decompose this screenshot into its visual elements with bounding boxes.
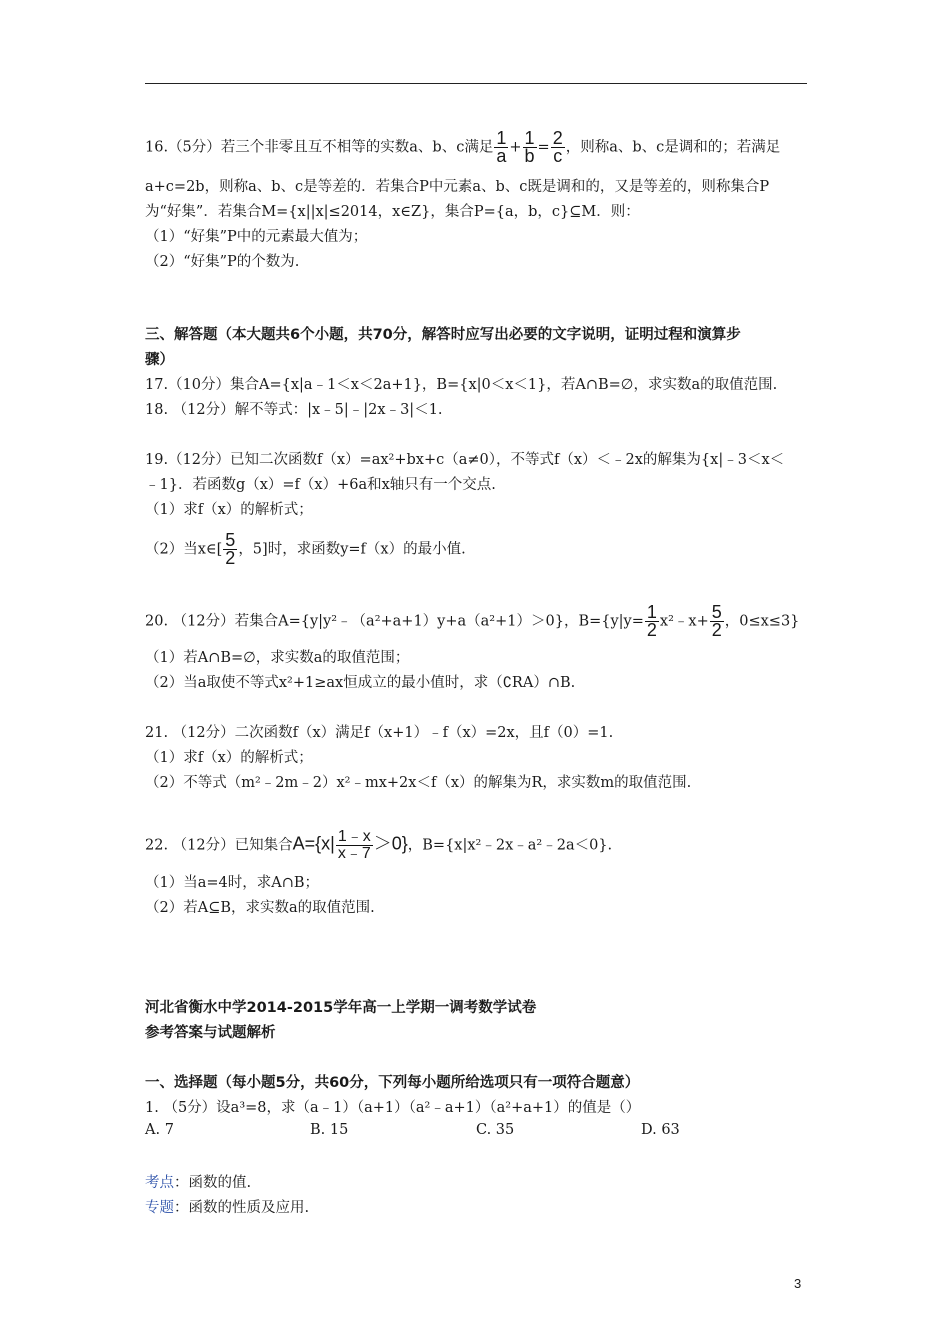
answer-q1: 1. （5分）设a³=8，求（a﹣1）（a+1）（a²﹣a+1）（a²+a+1）的值是（）: [145, 1100, 641, 1116]
q20-part1: （1）若A∩B=∅，求实数a的取值范围；: [145, 650, 410, 666]
q19-line2: ﹣1}．若函数g（x）=f（x）+6a和x轴只有一个交点.: [145, 477, 496, 493]
q19-part2: （2）当x∈[ $\frac{5}{2}$ ，5]时，求函数y=f（x）的最小值.: [145, 530, 466, 568]
q21-part1: （1）求f（x）的解析式；: [145, 750, 313, 766]
fraction-1-over-2: $\frac{1}{2}$: [646, 602, 657, 640]
q19-part1: （1）求f（x）的解析式；: [145, 502, 313, 518]
kaodian-label: 考点: [145, 1175, 174, 1191]
q22-line1: 22. （12分）已知集合A={x| $\frac{1﹣x}{x﹣7}$ ＞0}，B={x|x²﹣2x﹣a²﹣2a＜0}.: [145, 828, 613, 862]
q17: 17.（10分）集合A={x|a﹣1＜x＜2a+1}，B={x|0＜x＜1}，若A∩B=∅，求实数a的取值范围.: [145, 377, 778, 393]
option-b: B. 15: [310, 1122, 349, 1138]
q16-line5: （2）“好集”P的个数为.: [145, 254, 300, 270]
fraction-1-over-a: $\frac{1}{a}$: [496, 128, 507, 166]
section3-heading: 三、解答题（本大题共6个小题，共70分，解答时应写出必要的文字说明，证明过程和演算步: [145, 327, 741, 343]
fraction-5-over-2: $\frac{5}{2}$: [711, 602, 722, 640]
q16-line2: a+c=2b，则称a、b、c是等差的．若集合P中元素a、b、c既是调和的，又是等差的，则称集合P: [145, 179, 770, 195]
option-a: A. 7: [145, 1122, 174, 1138]
section1-heading: 一、选择题（每小题5分，共60分，下列每小题所给选项只有一项符合题意）: [145, 1075, 640, 1091]
q22-part1: （1）当a=4时，求A∩B；: [145, 875, 320, 891]
q16-line4: （1）“好集”P中的元素最大值为；: [145, 229, 368, 245]
q18: 18. （12分）解不等式：|x﹣5|﹣|2x﹣3|＜1.: [145, 402, 443, 418]
kaodian-line: 考点：函数的值.: [145, 1175, 252, 1191]
page-number: 3: [794, 1276, 802, 1291]
q20-part2: （2）当a取使不等式x²+1≥ax恒成立的最小值时，求（∁RA）∩B.: [145, 675, 576, 691]
q21-part2: （2）不等式（m²﹣2m﹣2）x²﹣mx+2x＜f（x）的解集为R，求实数m的取值范围.: [145, 775, 692, 791]
q19-line1: 19.（12分）已知二次函数f（x）=ax²+bx+c（a≠0），不等式f（x）＜﹣2x的解集为{x|﹣3＜x＜: [145, 452, 785, 468]
fraction-1-over-b: $\frac{1}{b}$: [524, 128, 535, 166]
zhuanti-line: 专题：函数的性质及应用.: [145, 1200, 310, 1216]
q16-line1: 16.（5分）若三个非零且互不相等的实数a、b、c满足 $\frac{1}{a}$ + $\frac{1}{b}$ = $\frac{2}{c}$ ，则称a、b、c是调和的；若满足: [145, 128, 781, 166]
fraction-set-a: $\frac{1﹣x}{x﹣7}$: [337, 828, 371, 862]
answers-title: 河北省衡水中学2014-2015学年高一上学期一调考数学试卷: [145, 1000, 537, 1016]
fraction-2-over-c: $\frac{2}{c}$: [552, 128, 563, 166]
zhuanti-label: 专题: [145, 1200, 174, 1216]
q20-line1: 20. （12分）若集合A={y|y²﹣（a²+a+1）y+a（a²+1）＞0}，B={y|y= $\frac{1}{2}$ x²﹣x+ $\frac{5}{2}$ ，0≤x≤3}: [145, 602, 800, 640]
option-c: C. 35: [476, 1122, 515, 1138]
q16-line3: 为“好集”．若集合M={x||x|≤2014，x∈Z}，集合P={a，b，c}⊆M．则：: [145, 204, 640, 220]
q22-part2: （2）若A⊆B，求实数a的取值范围.: [145, 900, 375, 916]
section3-heading-cont: 骤）: [145, 352, 174, 368]
header-rule: [145, 83, 807, 84]
q21-line1: 21. （12分）二次函数f（x）满足f（x+1）﹣f（x）=2x，且f（0）=1.: [145, 725, 614, 741]
fraction-5-over-2: $\frac{5}{2}$: [225, 530, 236, 568]
option-d: D. 63: [641, 1122, 680, 1138]
answers-subtitle: 参考答案与试题解析: [145, 1025, 276, 1041]
